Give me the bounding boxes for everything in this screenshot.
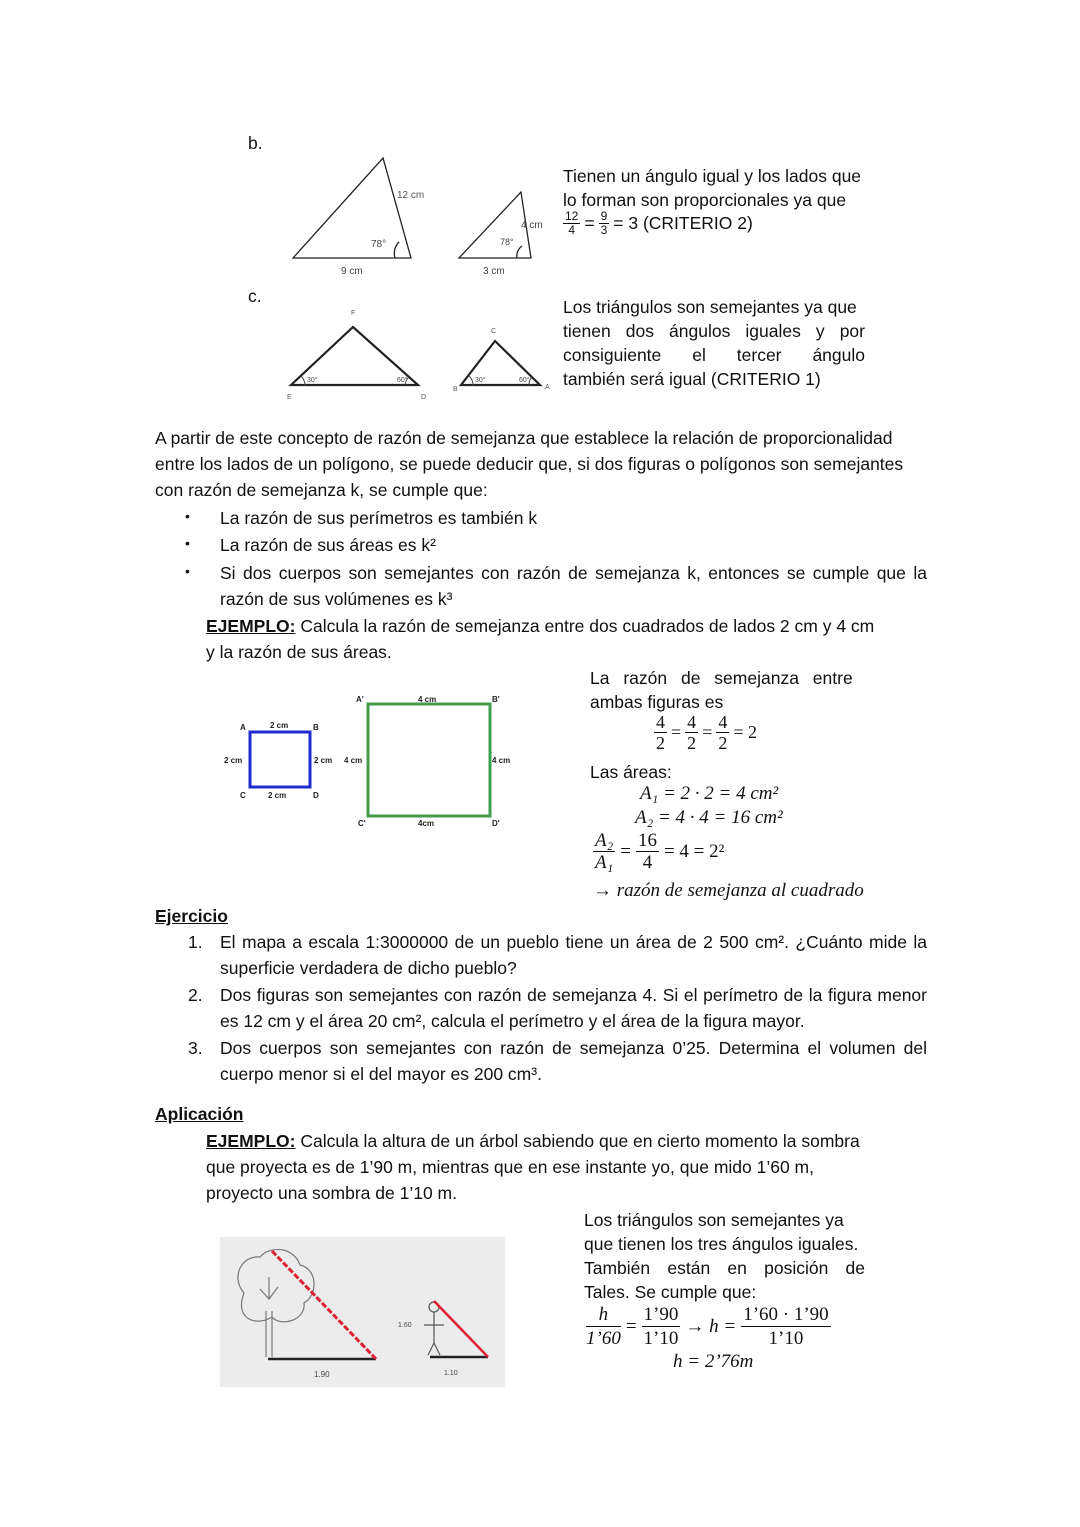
quot-den2: 4 <box>642 852 653 873</box>
tree-shadow-label: 1.90 <box>314 1370 330 1379</box>
ex1-text-line1: La razón de semejanza entre <box>590 668 853 688</box>
example1-line1 <box>206 614 874 638</box>
tree-shadow-figure <box>220 1237 505 1387</box>
ratio-den-3: 2 <box>718 733 728 753</box>
ratio-num-2: 4 <box>687 712 697 732</box>
example1-text: Calcula la razón de semejanza entre dos cuadrados de lados 2 cm y 4 cm <box>295 616 875 636</box>
part-c-line3: consiguiente el tercer ángulo <box>563 345 865 365</box>
person-shadow-label: 1.10 <box>444 1370 458 1377</box>
figure-background <box>220 1237 505 1387</box>
example1-label: EJEMPLO: <box>206 616 296 636</box>
part-c-triangles-figure <box>283 305 558 400</box>
part-c-line4: también será igual (CRITERIO 1) <box>563 369 821 389</box>
vertex-d-label: D <box>313 791 319 800</box>
application-line1 <box>206 1129 860 1153</box>
area-a1: A₁ = 2 · 2 = 4 cm² <box>640 783 779 804</box>
side-left-big: 4 cm <box>344 756 363 765</box>
eq-ratio-num: 1’90 <box>643 1304 679 1325</box>
ratio-num-1: 4 <box>656 712 665 732</box>
vertex-c-label: C <box>240 791 246 800</box>
intro-line3: con razón de semejanza k, se cumple que: <box>155 480 488 500</box>
frac1-den: 4 <box>568 223 576 237</box>
part-b-proportion <box>563 210 753 237</box>
application-title: Aplicación <box>155 1104 244 1124</box>
exercise-2-line2: es 12 cm y el área 20 cm², calcula el perímetro y el área de la figura mayor. <box>220 1011 805 1031</box>
application-example-label: EJEMPLO: <box>206 1131 296 1151</box>
ratio-num-3: 4 <box>718 712 728 732</box>
quot-num: A₂ <box>595 830 614 851</box>
ratio-result: = 2 <box>733 722 757 742</box>
bullet-3: • <box>185 563 190 579</box>
angle-30-small: 30° <box>475 377 486 384</box>
conclusion: → razón de semejanza al cuadrado <box>593 880 864 901</box>
part-c-line1: Los triángulos son semejantes ya que <box>563 297 857 317</box>
criterio2-result: = 3 (CRITERIO 2) <box>613 213 753 233</box>
base-3cm-label: 3 cm <box>483 266 505 277</box>
eq-result-den: 1’10 <box>768 1328 804 1349</box>
angle-78-big: 78° <box>371 239 387 250</box>
application-text-1: Los triángulos son semejantes ya <box>584 1210 844 1230</box>
exercise-3-line1: Dos cuerpos son semejantes con razón de semejanza 0’25. Determina el volumen del <box>220 1038 927 1058</box>
height-result: h = 2’76m <box>673 1351 754 1372</box>
application-text-3: También están en posición de <box>584 1258 865 1278</box>
side-4cm-label: 4 cm <box>521 220 543 231</box>
exercise-title: Ejercicio <box>155 906 228 926</box>
ratio-expression: $\frac{4}{2}$ = $\frac{4}{2}$ = $\frac{4}{2}$ = 2 <box>656 712 757 753</box>
side-top-big: 4 cm <box>418 695 437 704</box>
areas-label: Las áreas: <box>590 762 672 782</box>
vertex-c2-label: C' <box>358 819 366 828</box>
vertex-b2-label: B' <box>492 695 500 704</box>
intro-line2: entre los lados de un polígono, se puede deducir que, si dos figuras o polígonos son semejantes <box>155 454 904 474</box>
bullet-text-1: La razón de sus perímetros es también k <box>220 508 538 528</box>
part-b-text-line1: Tienen un ángulo igual y los lados que <box>563 166 862 186</box>
part-b-label: b. <box>248 133 263 153</box>
part-c-label: c. <box>248 286 262 306</box>
intro-line1: A partir de este concepto de razón de semejanza que establece la relación de proporcionalidad <box>155 428 893 448</box>
exercise-2-line1: Dos figuras son semejantes con razón de semejanza 4. Si el perímetro de la figura menor <box>220 985 927 1005</box>
side-12cm-label: 12 cm <box>397 190 425 201</box>
exercise-3-line2: cuerpo menor si el del mayor es 200 cm³. <box>220 1064 542 1084</box>
vertex-a2-label: A' <box>356 695 364 704</box>
exercise-1-line2: superficie verdadera de dicho pueblo? <box>220 958 517 978</box>
bullet-text-3b: razón de sus volúmenes es k³ <box>220 589 453 609</box>
eq-result-num: 1’60 · 1’90 <box>743 1304 829 1325</box>
vertex-b: B <box>453 386 458 393</box>
bullet-1: • <box>185 508 190 524</box>
part-b-text-line2: lo forman son proporcionales ya que <box>563 190 847 210</box>
exercise-num-3: 3. <box>188 1038 203 1058</box>
bullet-text-3: Si dos cuerpos son semejantes con razón de semejanza k, entonces se cumple que la <box>220 563 927 583</box>
application-example-text: Calcula la altura de un árbol sabiendo que en cierto momento la sombra <box>295 1131 860 1151</box>
eq-arrow: → h = <box>685 1315 737 1337</box>
application-text-2: que tienen los tres ángulos iguales. <box>584 1234 859 1254</box>
exercise-1-line1: El mapa a escala 1:3000000 de un pueblo tiene un área de 2 500 cm². ¿Cuánto mide la <box>220 932 927 952</box>
ratio-den-2: 2 <box>687 733 697 753</box>
area-a2: A₂ = 4 · 4 = 16 cm² <box>635 807 783 828</box>
side-right-small: 2 cm <box>314 756 333 765</box>
vertex-a-label: A <box>240 723 246 732</box>
example1-line2: y la razón de sus áreas. <box>206 642 392 662</box>
squares-figure <box>222 688 522 833</box>
angle-60-big: 60° <box>397 377 408 384</box>
quot-num2: 16 <box>637 830 657 851</box>
angle-78-small: 78° <box>500 237 514 247</box>
side-left-small: 2 cm <box>224 756 243 765</box>
vertex-d: D <box>421 394 427 400</box>
exercise-num-1: 1. <box>188 932 203 952</box>
ex1-text-line2: ambas figuras es <box>590 692 724 712</box>
angle-60-small: 60° <box>519 377 530 384</box>
area-quotient: $\frac{\text{A₂}}{\text{A₁}}$ = $\frac{16}{4}$ = 4 = 2² <box>595 830 725 873</box>
small-square <box>250 732 310 787</box>
tales-equation: $\frac{h}{1’60}$ = $\frac{1’90}{1’10}$ → h = $\frac{1’60 \cdot 1’90}{1’10}$ <box>586 1304 829 1349</box>
person-height-label: 1.60 <box>398 1322 412 1329</box>
side-right-big: 4 cm <box>492 756 511 765</box>
vertex-e: E <box>287 394 292 400</box>
eq-h-den: 1’60 <box>586 1328 621 1349</box>
equals-sign: = <box>584 213 595 233</box>
quot-den: A₁ <box>595 852 614 873</box>
bullet-2: • <box>185 535 190 551</box>
frac1-num: 12 <box>565 209 579 223</box>
application-text-4: Tales. Se cumple que: <box>584 1282 757 1302</box>
part-b-triangles-figure <box>285 150 560 280</box>
vertex-f: F <box>351 310 356 317</box>
exercise-num-2: 2. <box>188 985 203 1005</box>
angle-30-big: 30° <box>307 377 318 384</box>
vertex-d2-label: D' <box>492 819 500 828</box>
side-top-small: 2 cm <box>270 721 289 730</box>
eq-ratio-den: 1’10 <box>643 1328 679 1349</box>
side-bottom-small: 2 cm <box>268 791 287 800</box>
part-c-line2: tienen dos ángulos iguales y por <box>563 321 865 341</box>
big-square <box>368 704 490 816</box>
vertex-b-label: B <box>313 723 319 732</box>
frac2-num: 9 <box>600 209 608 223</box>
quot-result: = 4 = 2² <box>663 840 725 862</box>
ratio-den-1: 2 <box>656 733 665 753</box>
vertex-c: C <box>491 328 497 335</box>
side-bottom-big: 4cm <box>418 819 435 828</box>
application-line3: proyecto una sombra de 1’10 m. <box>206 1183 457 1203</box>
frac2-den: 3 <box>600 223 608 237</box>
big-triangle <box>293 158 411 258</box>
vertex-a: A <box>545 384 550 391</box>
application-line2: que proyecta es de 1’90 m, mientras que en ese instante yo, que mido 1’60 m, <box>206 1157 814 1177</box>
base-9cm-label: 9 cm <box>341 266 363 277</box>
eq-h-num: h <box>586 1303 621 1327</box>
bullet-text-2: La razón de sus áreas es k² <box>220 535 436 555</box>
